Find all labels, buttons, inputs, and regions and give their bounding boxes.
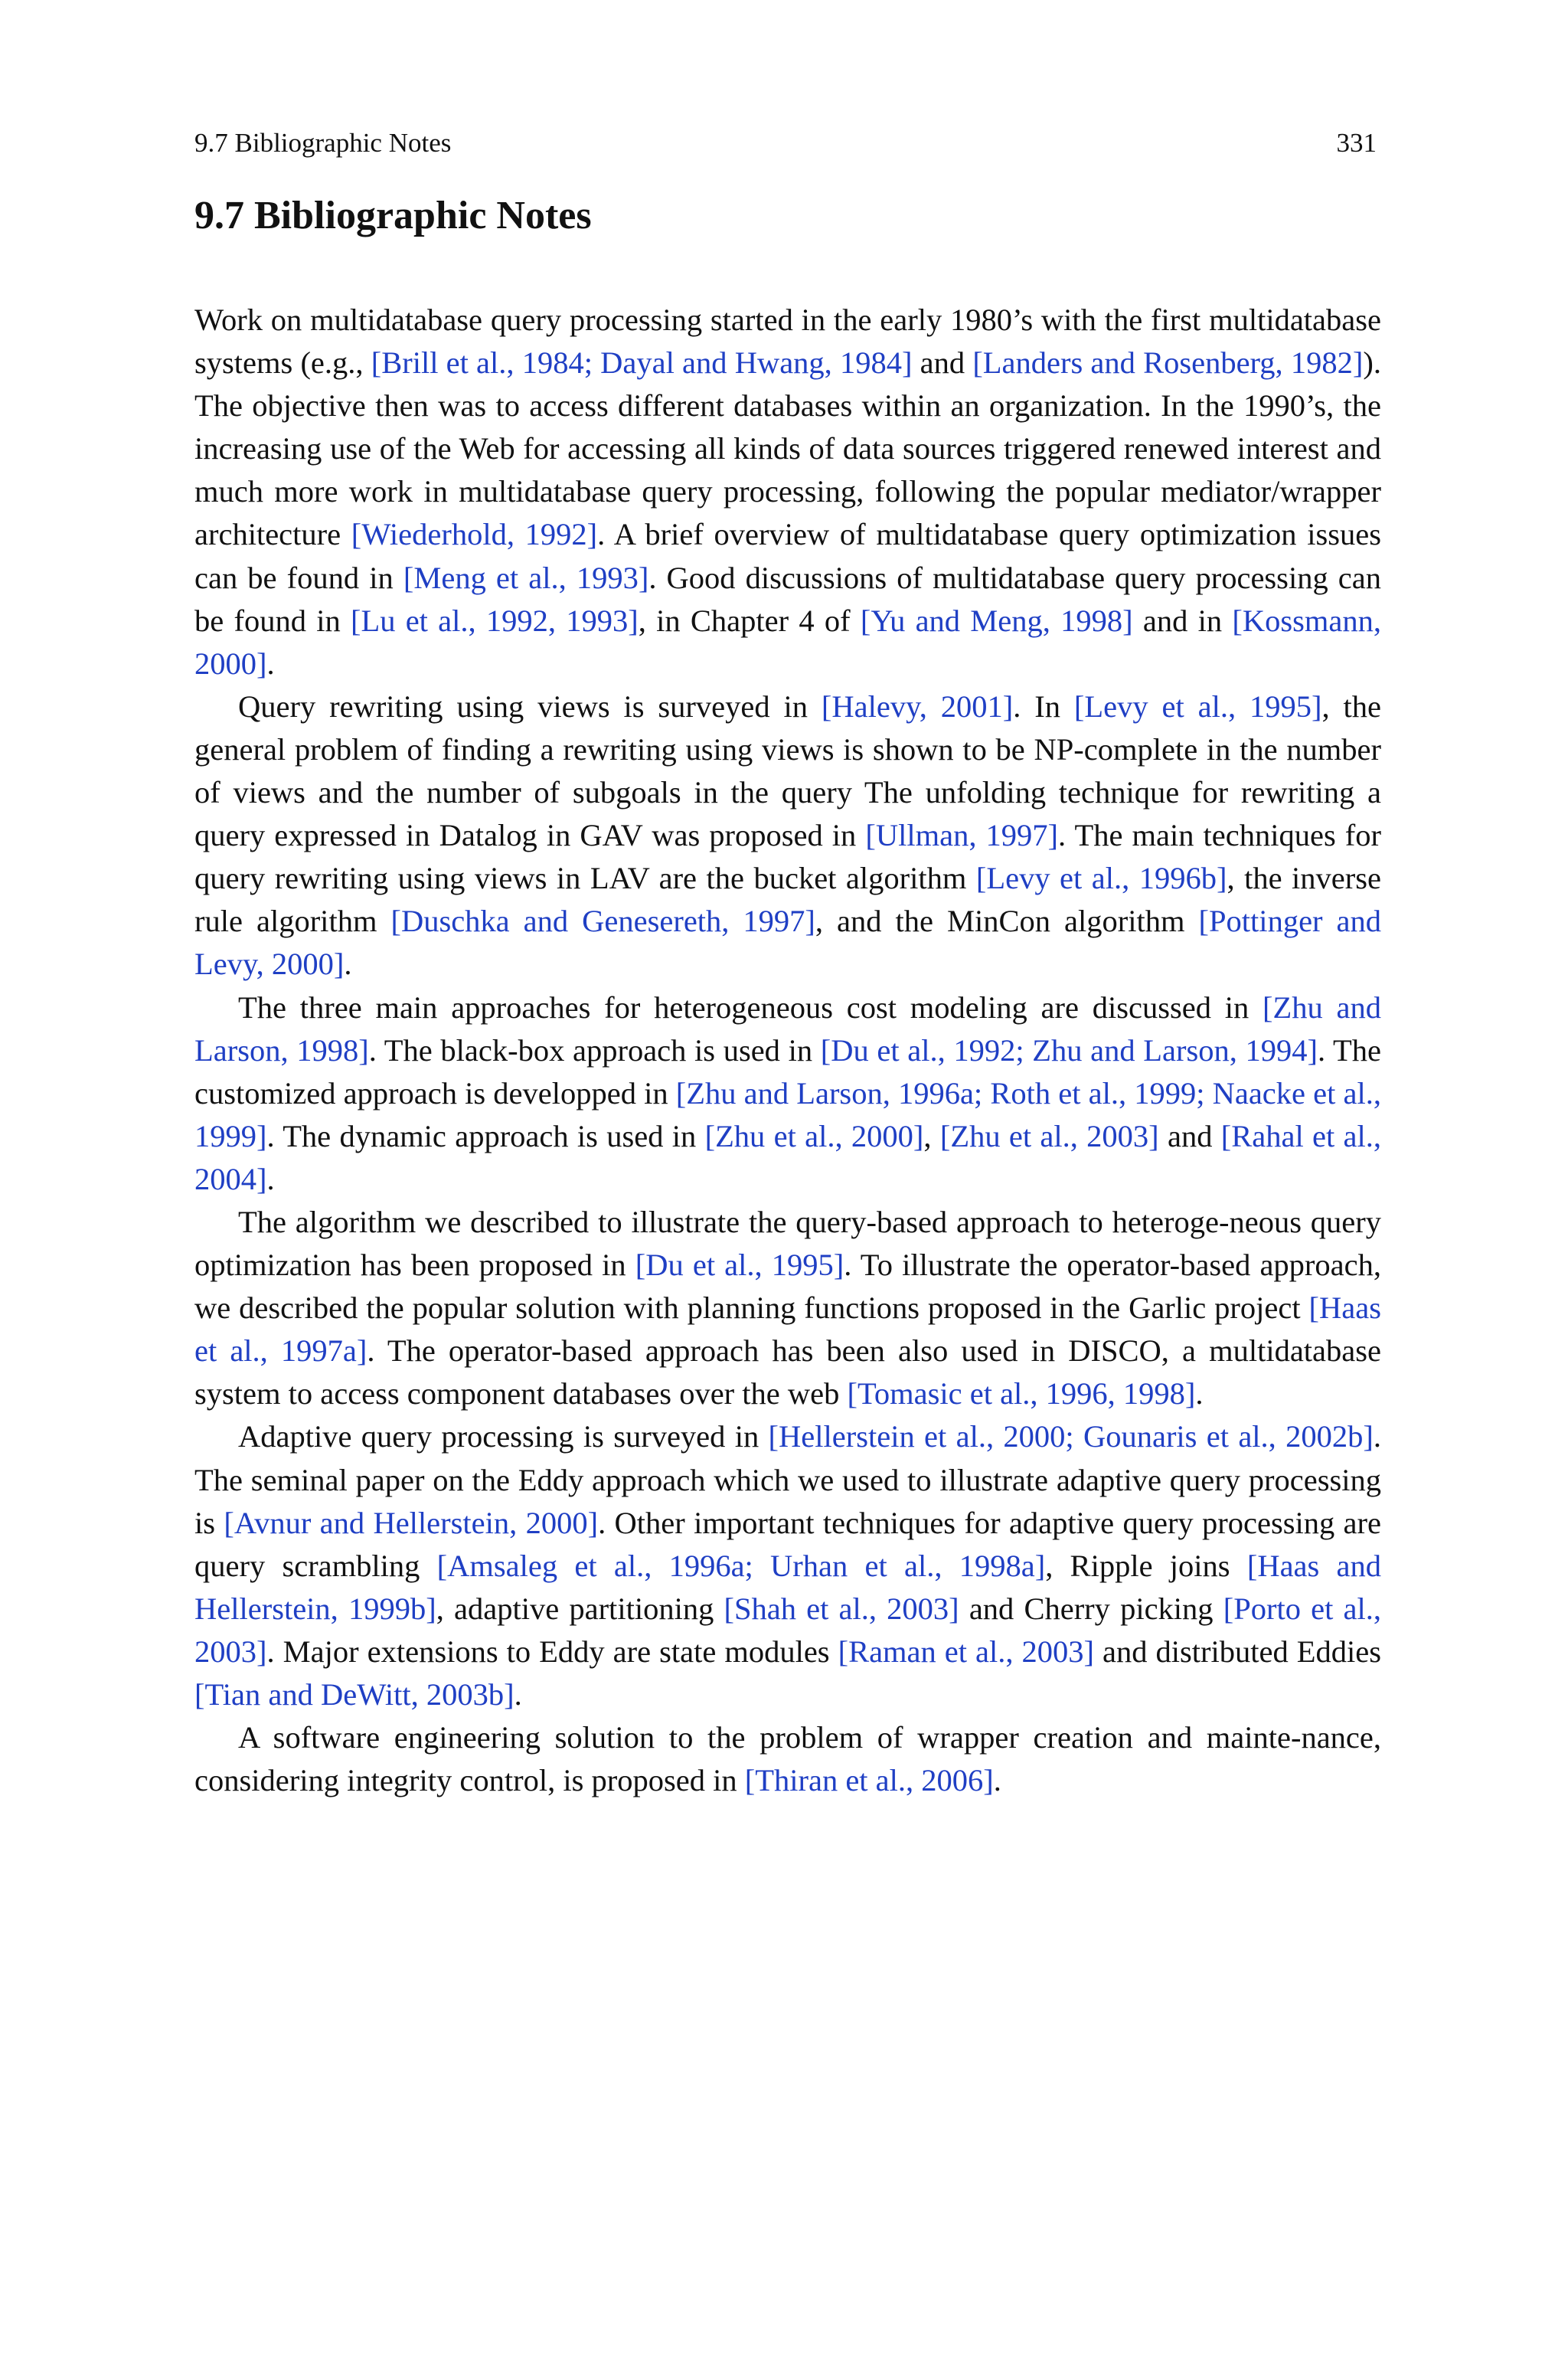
paragraph-text: . The dynamic approach is used in <box>266 1118 705 1153</box>
paragraph-text: The algorithm we described to illustrate the query-based approach to heteroge-neous query optimization has been proposed in <box>194 1204 1381 1283</box>
citation-link[interactable]: [Halevy, 2001] <box>821 689 1014 724</box>
citation-link[interactable]: [Tian and DeWitt, 2003b] <box>194 1677 514 1712</box>
citation-link[interactable]: [Porto et al., 2003] <box>194 1591 1382 1669</box>
citation-link[interactable]: [Ullman, 1997] <box>865 818 1059 853</box>
paragraph-text: . Major extensions to Eddy are state modules <box>266 1634 838 1669</box>
paragraph-text: Query rewriting using views is surveyed in <box>238 689 822 724</box>
section-heading: 9.7 Bibliographic Notes <box>194 194 592 237</box>
paragraph-text: . The operator-based approach has been also used in DISCO, a multidatabase system to access component databases over the web <box>194 1333 1381 1411</box>
citation-link[interactable]: [Wiederhold, 1992] <box>351 517 598 552</box>
paragraph <box>194 1716 1381 1802</box>
paragraph <box>194 1201 1381 1415</box>
paragraph-text: . Other important techniques for adaptive query processing are query scrambling <box>194 1505 1381 1583</box>
paragraph-text: and Cherry picking <box>959 1591 1223 1626</box>
paragraph-text: . <box>266 1161 275 1196</box>
citation-link[interactable]: [Zhu et al., 2003] <box>939 1118 1159 1153</box>
page-number: 331 <box>1336 128 1377 158</box>
paragraph-text: Work on multidatabase query processing started in the early 1980’s with the first multidatabase systems (e.g., <box>194 303 1381 381</box>
citation-link[interactable]: [Kossmann, 2000] <box>194 603 1382 681</box>
paragraph-text: and in <box>1132 603 1233 638</box>
citation-link[interactable]: [Tomasic et al., 1996, 1998] <box>847 1376 1196 1411</box>
paragraph-text: . In <box>1013 689 1074 724</box>
paragraph <box>194 685 1381 986</box>
paragraph-text: . The black-box approach is used in <box>368 1032 821 1068</box>
paragraph-text: , and the MinCon algorithm <box>815 904 1199 939</box>
paragraph-text: The three main approaches for heterogeneous cost modeling are discussed in <box>238 989 1263 1025</box>
citation-link[interactable]: [Zhu et al., 2000] <box>704 1118 924 1153</box>
citation-link[interactable]: [Haas et al., 1997a] <box>194 1290 1381 1369</box>
paragraph-text: , adaptive partitioning <box>436 1591 724 1626</box>
citation-link[interactable]: [Du et al., 1995] <box>635 1248 844 1283</box>
paragraph-text: and <box>1158 1118 1221 1153</box>
paragraph-text: . <box>514 1677 522 1712</box>
citation-link[interactable]: [Brill et al., 1984; Dayal and Hwang, 1984] <box>371 345 913 381</box>
citation-link[interactable]: [Raman et al., 2003] <box>838 1634 1095 1669</box>
paragraph-text: Adaptive query processing is surveyed in <box>238 1419 769 1454</box>
paragraph-text: , Ripple joins <box>1045 1548 1247 1583</box>
body-text <box>194 299 1381 1802</box>
citation-link[interactable]: [Thiran et al., 2006] <box>744 1763 994 1798</box>
paragraph-text: . <box>266 646 275 681</box>
paragraph-text: . Good discussions of multidatabase query processing can be found in <box>194 560 1381 638</box>
paragraph <box>194 986 1381 1201</box>
paragraph-text: . The main techniques for query rewriting using views in LAV are the bucket algorithm <box>194 818 1381 896</box>
citation-link[interactable]: [Rahal et al., 2004] <box>194 1118 1382 1196</box>
paragraph-text: , in Chapter 4 of <box>638 603 861 638</box>
citation-link[interactable]: [Zhu and Larson, 1996a; Roth et al., 1999; Naacke et al., 1999] <box>194 1075 1381 1153</box>
paragraph-text: . The customized approach is developped in <box>194 1032 1382 1110</box>
citation-link[interactable]: [Levy et al., 1995] <box>1073 689 1322 724</box>
paragraph <box>194 1415 1381 1716</box>
citation-link[interactable]: [Yu and Meng, 1998] <box>860 603 1133 638</box>
running-header <box>194 126 1377 160</box>
citation-link[interactable]: [Lu et al., 1992, 1993] <box>350 603 639 638</box>
citation-link[interactable]: [Hellerstein et al., 2000; Gounaris et al., 2002b] <box>768 1419 1374 1454</box>
citation-link[interactable]: [Haas and Hellerstein, 1999b] <box>194 1548 1382 1626</box>
paragraph-text: and <box>912 345 973 381</box>
citation-link[interactable]: [Levy et al., 1996b] <box>975 861 1227 896</box>
citation-link[interactable]: [Duschka and Genesereth, 1997] <box>390 904 815 939</box>
citation-link[interactable]: [Meng et al., 1993] <box>403 560 649 595</box>
paragraph-text: , the inverse rule algorithm <box>194 861 1381 939</box>
paragraph-text: . <box>344 947 352 982</box>
citation-link[interactable]: [Landers and Rosenberg, 1982] <box>972 345 1364 381</box>
citation-link[interactable]: [Pottinger and Levy, 2000] <box>194 904 1382 982</box>
paragraph-text: , the general problem of finding a rewriting using views is shown to be NP-complete in the number of views and the number of subgoals in the query The unfolding technique for rewriting a query expressed in Datalog in GAV was proposed in <box>194 689 1381 853</box>
paragraph-text: . <box>1195 1376 1204 1411</box>
paragraph-text: . <box>993 1763 1001 1798</box>
paragraph-text: and distributed Eddies <box>1094 1634 1381 1669</box>
paragraph-text: ). The objective then was to access different databases within an organization. In the 1990’s, the increasing use of the Web for accessing all kinds of data sources triggered renewed interest and much more work in multidatabase query processing, following the popular mediator/wrapper architecture <box>194 345 1381 552</box>
paragraph-text: . The seminal paper on the Eddy approach which we used to illustrate adaptive query processing is <box>194 1419 1381 1540</box>
citation-link[interactable]: [Du et al., 1992; Zhu and Larson, 1994] <box>820 1032 1318 1068</box>
paragraph-text: . A brief overview of multidatabase query optimization issues can be found in <box>194 517 1381 595</box>
paragraph <box>194 299 1381 685</box>
paragraph-text: A software engineering solution to the problem of wrapper creation and mainte-nance, considering integrity control, is proposed in <box>194 1720 1381 1798</box>
citation-link[interactable]: [Shah et al., 2003] <box>724 1591 959 1626</box>
paragraph-text: , <box>923 1118 940 1153</box>
citation-link[interactable]: [Amsaleg et al., 1996a; Urhan et al., 1998a] <box>436 1548 1046 1583</box>
paragraph-text: . To illustrate the operator-based approach, we described the popular solution with planning functions proposed in the Garlic project <box>194 1248 1381 1326</box>
citation-link[interactable]: [Zhu and Larson, 1998] <box>194 989 1381 1068</box>
running-title: 9.7 Bibliographic Notes <box>194 128 452 158</box>
citation-link[interactable]: [Avnur and Hellerstein, 2000] <box>224 1505 599 1540</box>
